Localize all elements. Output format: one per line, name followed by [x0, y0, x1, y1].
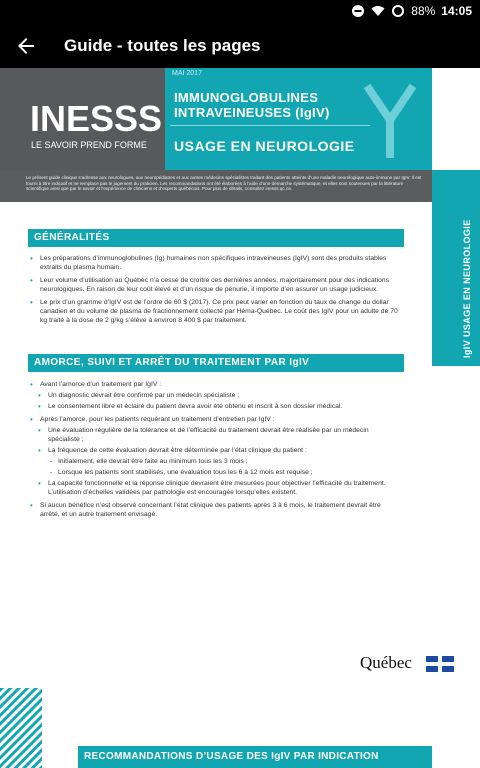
app-bar	[0, 24, 480, 68]
list-subitem: • La capacité fonctionnelle et la réponse clinique devraient être mesurées pour objectiver l’efficacité du traitement. L’utilisation d’échelles validées par pathologie est encouragée lorsqu’elles existent.	[30, 479, 402, 497]
sync-icon	[391, 4, 405, 18]
intro-text: Le présent guide clinique s’adresse aux neurologues, aux neuropédiatres et aux autres médecins spécialistes traitant des patients atteints d’une maladie neurologique auto-immune par IgIV. Il est fourni à titre indicatif et ne remplace pas le jugement du praticien. Les recommandations ont été élaborées à l’aide d’une démarche systématique, et elles sont soutenues par la littérature scientifique ainsi que par le savoir et l’expérience de cliniciens et d’experts québécois. Pour plus de détails, consultez inesss.qc.ca.	[26, 175, 422, 192]
list-subitem: • Une évaluation régulière de la tolérance et de l’efficacité du traitement devrait être réalisée par un médecin spécialiste ;	[30, 426, 402, 444]
document-page[interactable]	[0, 68, 480, 768]
logo-tagline: LE SAVOIR PREND FORME	[31, 140, 147, 150]
decorative-stripes	[0, 688, 42, 768]
side-tab	[432, 170, 480, 366]
app-bar-title: Guide - toutes les pages	[64, 36, 261, 55]
list-item: • Le prix d’un gramme d’IgIV est de l’ordre de 60 $ (2017). Ce prix peut varier en fonction du taux de change du dollar canadien et du volume de plasma de fractionnement collecté par Héma-Québec. Le coût des IgIV pour un adulte de 70 kg traité à la dose de 2 g/kg s’élève à environ 8 400 $ par traitement.	[30, 298, 402, 325]
list-item: • Leur volume d’utilisation au Québec n’a cessé de croître ces dernières années, majoritairement pour des indications neurologiques. En raison de leur coût élevé et d’un risque de pénurie, il importe d’en assurer un usage judicieux.	[30, 276, 402, 294]
clock: 14:05	[441, 4, 472, 18]
list-item: • Après l’amorce, pour les patients requérant un traitement d’entretien par IgIV :	[30, 415, 402, 424]
document-title: IMMUNOGLOBULINES INTRAVEINEUSES (IgIV)	[174, 90, 330, 120]
document-subtitle: USAGE EN NEUROLOGIE	[174, 138, 355, 154]
inesss-logo	[30, 88, 163, 168]
section-title-recommandations: RECOMMANDATIONS D’USAGE DES IgIV PAR INDICATION	[84, 751, 379, 762]
status-icons	[351, 4, 472, 18]
battery-level: 88%	[411, 4, 436, 18]
antibody-icon	[355, 78, 425, 158]
title-divider	[170, 125, 370, 126]
list-subitem: • Le consentement libre et éclairé du patient devra avoir été obtenu et inscrit à son dossier médical.	[30, 402, 402, 411]
dnd-icon	[351, 4, 365, 18]
generalites-list	[30, 254, 402, 329]
list-item: • Si aucun bénéfice n’est observé concernant l’état clinique des patients après 3 à 6 mois, le traitement devrait être arrêté, et un autre traitement envisagé.	[30, 501, 402, 519]
quebec-flag-icon	[426, 656, 454, 672]
publication-date: MAI 2017	[172, 70, 202, 77]
list-subitem: • Un diagnostic devrait être confirmé par un médecin spécialiste ;	[30, 391, 402, 400]
arrow-back-icon[interactable]	[14, 34, 38, 58]
list-item: • Avant l’amorce d’un traitement par IgIV :	[30, 380, 402, 389]
quebec-logo	[360, 653, 460, 677]
side-tab-label: IgIV USAGE EN NEUROLOGIE	[462, 219, 472, 358]
list-subsubitem: - Lorsque les patients sont stabilisés, une évaluation tous les 6 à 12 mois est requise ;	[30, 468, 402, 477]
list-item: • Les préparations d’immunoglobulines (Ig) humaines non spécifiques intraveineuses (IgIV) sont des produits stables extraits du plasma humain.	[30, 254, 402, 272]
status-bar	[0, 0, 480, 24]
logo-text: INESSS	[30, 98, 163, 139]
wifi-icon	[371, 4, 385, 18]
section-title-amorce: AMORCE, SUIVI ET ARRÊT DU TRAITEMENT PAR IgIV	[34, 357, 310, 368]
amorce-list	[30, 380, 402, 523]
list-subitem: • La fréquence de cette évaluation devrait être déterminée par l’état clinique du patient :	[30, 446, 402, 455]
list-subsubitem: - Initialement, elle devrait être faite au minimum tous les 3 mois ;	[30, 457, 402, 466]
quebec-wordmark: Québec	[360, 653, 412, 672]
section-title-generalites: GÉNÉRALITÉS	[34, 232, 110, 243]
